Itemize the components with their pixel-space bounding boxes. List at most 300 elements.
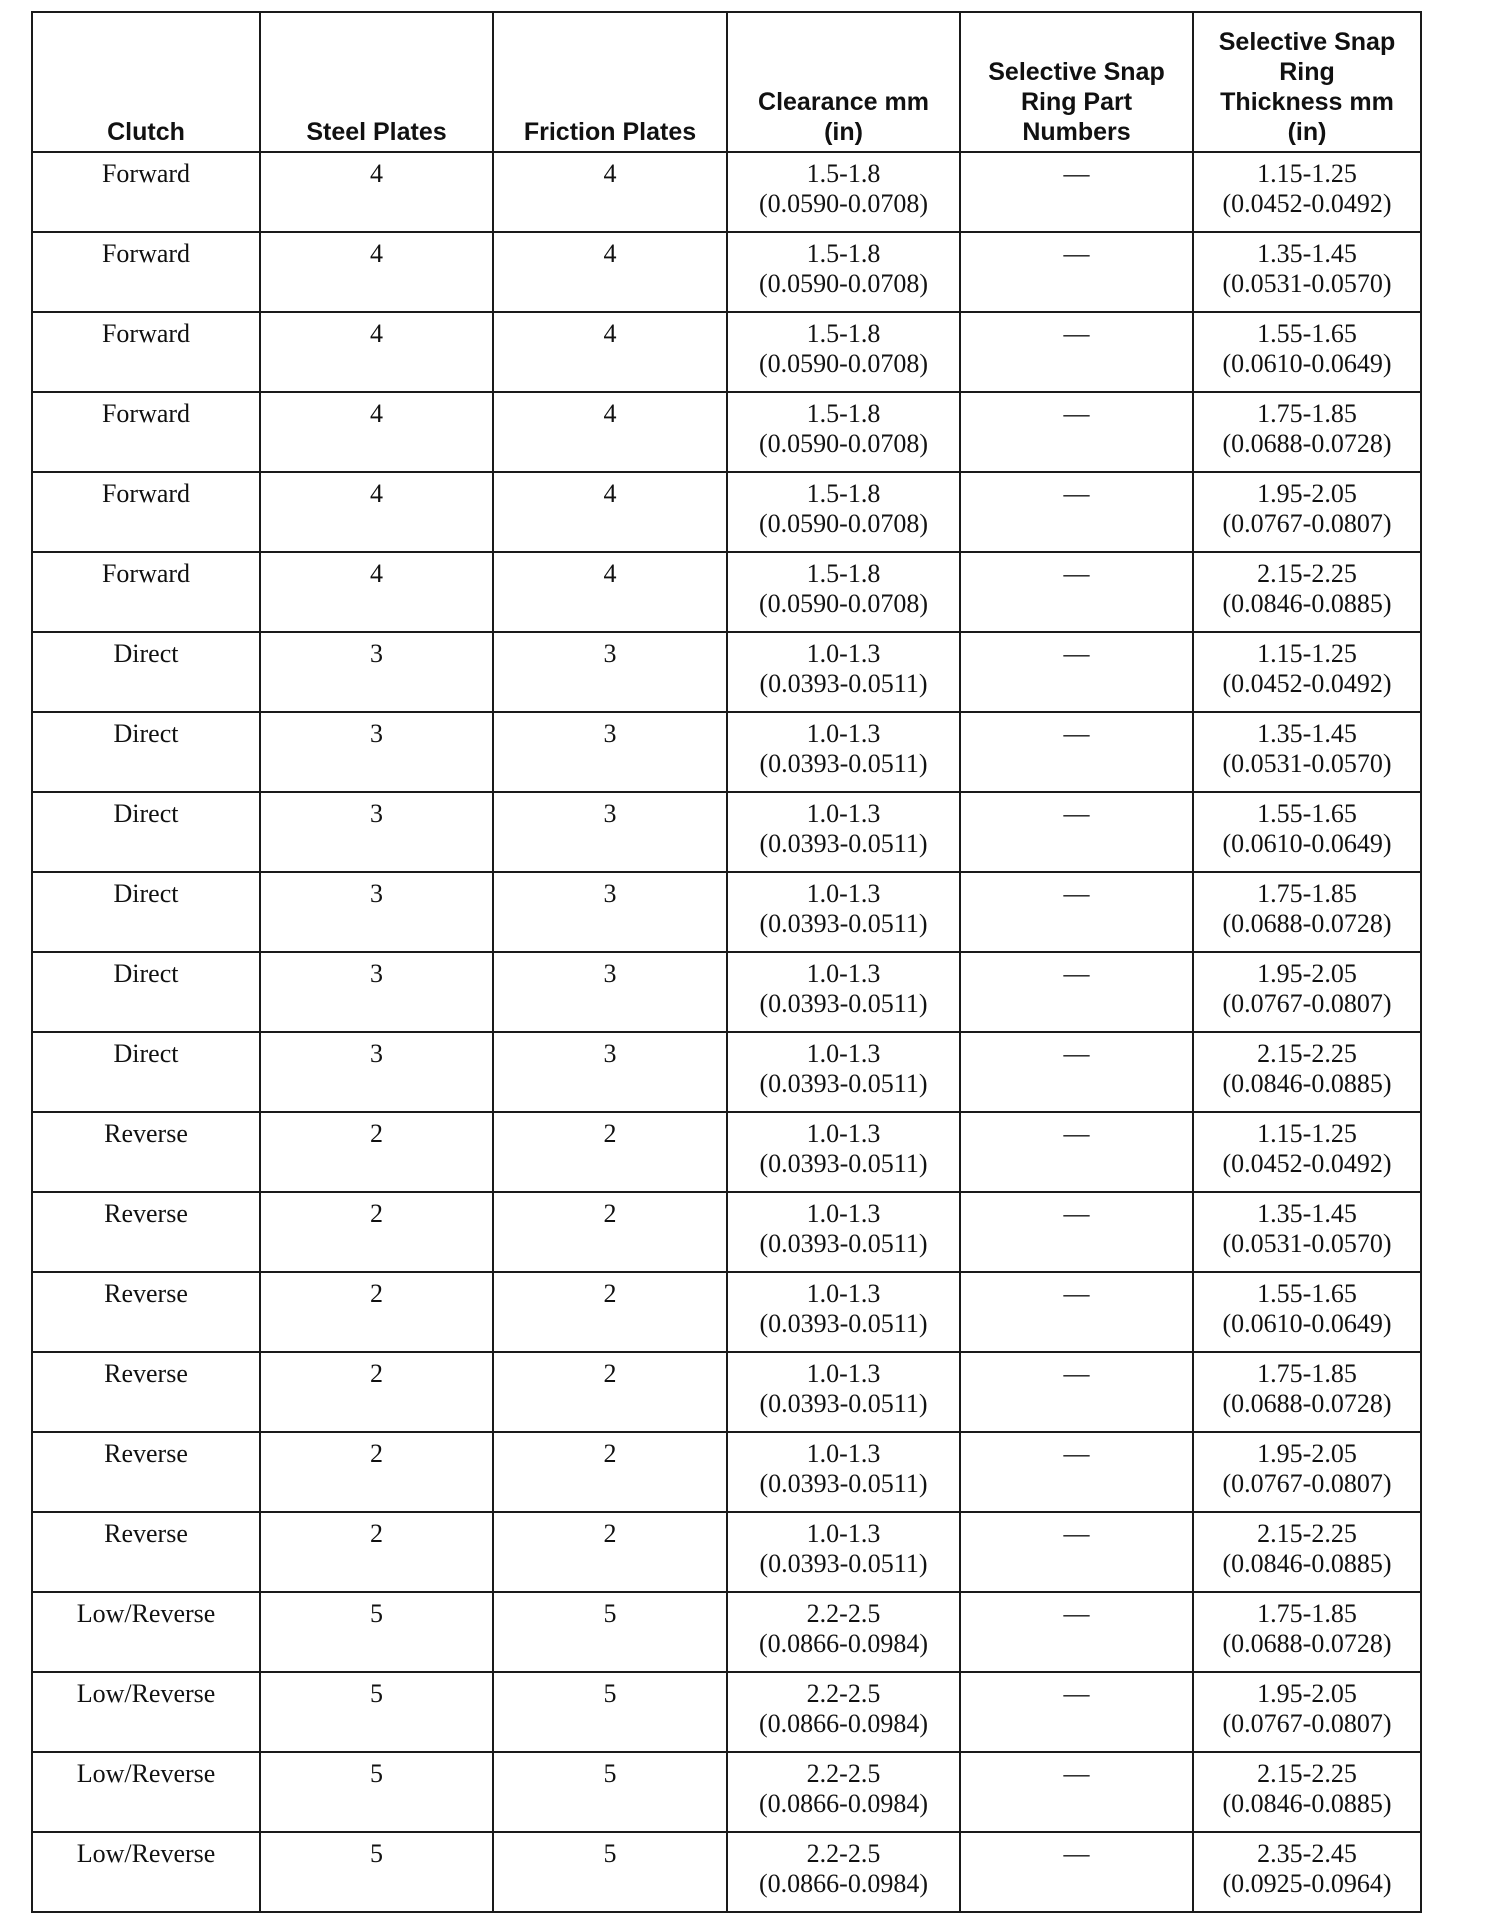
cell-part-number xyxy=(960,1592,1193,1672)
cell-clutch-clutch: Direct xyxy=(113,799,179,828)
cell-thickness-thickness-in: (0.0610-0.0649) xyxy=(1222,829,1392,858)
cell-thickness-thickness-in: (0.0531-0.0570) xyxy=(1222,749,1392,778)
cell-clearance xyxy=(727,1432,960,1512)
cell-clutch xyxy=(32,952,260,1032)
cell-clearance xyxy=(727,1512,960,1592)
table-row xyxy=(32,1752,1421,1832)
cell-steel-plates-steel: 2 xyxy=(370,1439,383,1468)
cell-part-number xyxy=(960,1352,1193,1432)
cell-thickness-thickness-mm: 1.75-1.85 xyxy=(1257,1359,1357,1388)
cell-clearance-clearance-in: (0.0866-0.0984) xyxy=(759,1869,928,1898)
cell-part-number-part: — xyxy=(1063,239,1090,268)
table-row xyxy=(32,872,1421,952)
cell-clearance-clearance-mm: 2.2-2.5 xyxy=(806,1679,881,1708)
cell-clutch xyxy=(32,872,260,952)
cell-steel-plates-steel: 4 xyxy=(370,559,383,588)
cell-clearance-clearance-in: (0.0590-0.0708) xyxy=(759,589,928,618)
cell-clearance xyxy=(727,312,960,392)
cell-friction-plates-friction: 5 xyxy=(603,1759,617,1788)
cell-friction-plates xyxy=(493,1752,727,1832)
cell-steel-plates xyxy=(260,232,493,312)
cell-clearance-clearance-mm: 1.5-1.8 xyxy=(806,479,881,508)
cell-part-number xyxy=(960,392,1193,472)
cell-part-number-part: — xyxy=(1063,1439,1090,1468)
cell-clutch-clutch: Reverse xyxy=(104,1119,188,1148)
cell-clutch xyxy=(32,1592,260,1672)
cell-thickness-thickness-in: (0.0846-0.0885) xyxy=(1222,1549,1392,1578)
cell-steel-plates-steel: 4 xyxy=(370,159,383,188)
cell-part-number xyxy=(960,632,1193,712)
cell-clutch-clutch: Direct xyxy=(113,879,179,908)
cell-clearance-clearance-in: (0.0866-0.0984) xyxy=(759,1709,928,1738)
cell-clutch xyxy=(32,1192,260,1272)
cell-part-number-part: — xyxy=(1063,399,1090,428)
cell-friction-plates xyxy=(493,792,727,872)
cell-steel-plates-steel: 3 xyxy=(370,799,383,828)
cell-clutch-clutch: Low/Reverse xyxy=(76,1679,216,1708)
header-thickness-line: Thickness mm xyxy=(1220,88,1394,116)
cell-clearance xyxy=(727,1272,960,1352)
cell-thickness xyxy=(1193,552,1421,632)
cell-clearance xyxy=(727,1352,960,1432)
cell-thickness xyxy=(1193,392,1421,472)
cell-steel-plates xyxy=(260,872,493,952)
cell-part-number-part: — xyxy=(1063,879,1090,908)
cell-thickness xyxy=(1193,1752,1421,1832)
cell-part-number xyxy=(960,1432,1193,1512)
cell-part-number xyxy=(960,792,1193,872)
cell-thickness-thickness-mm: 1.75-1.85 xyxy=(1257,1599,1357,1628)
header-thickness-line: (in) xyxy=(1287,118,1327,146)
cell-thickness-thickness-in: (0.0688-0.0728) xyxy=(1222,909,1392,938)
cell-clearance-clearance-mm: 1.0-1.3 xyxy=(806,1279,881,1308)
cell-thickness-thickness-mm: 2.35-2.45 xyxy=(1257,1839,1357,1868)
cell-part-number xyxy=(960,232,1193,312)
cell-steel-plates-steel: 5 xyxy=(370,1839,383,1868)
cell-friction-plates xyxy=(493,632,727,712)
cell-clearance-clearance-in: (0.0866-0.0984) xyxy=(759,1789,928,1818)
cell-friction-plates xyxy=(493,552,727,632)
cell-clutch xyxy=(32,552,260,632)
cell-clearance-clearance-in: (0.0393-0.0511) xyxy=(759,1389,928,1418)
cell-friction-plates-friction: 2 xyxy=(603,1519,617,1548)
cell-thickness-thickness-mm: 1.35-1.45 xyxy=(1257,239,1357,268)
cell-friction-plates xyxy=(493,152,727,232)
cell-clutch xyxy=(32,792,260,872)
table-row xyxy=(32,792,1421,872)
cell-thickness xyxy=(1193,1592,1421,1672)
cell-part-number xyxy=(960,1752,1193,1832)
cell-friction-plates-friction: 3 xyxy=(603,959,617,988)
cell-clearance-clearance-mm: 1.0-1.3 xyxy=(806,959,881,988)
cell-clutch-clutch: Direct xyxy=(113,639,179,668)
table-row xyxy=(32,952,1421,1032)
table-row xyxy=(32,392,1421,472)
cell-steel-plates xyxy=(260,1032,493,1112)
cell-clearance-clearance-in: (0.0590-0.0708) xyxy=(759,269,928,298)
cell-thickness xyxy=(1193,952,1421,1032)
cell-clearance-clearance-in: (0.0590-0.0708) xyxy=(759,349,928,378)
table-row xyxy=(32,1352,1421,1432)
table-row xyxy=(32,712,1421,792)
cell-steel-plates xyxy=(260,712,493,792)
cell-clearance-clearance-mm: 1.5-1.8 xyxy=(806,159,881,188)
cell-clearance xyxy=(727,1832,960,1912)
cell-thickness xyxy=(1193,1192,1421,1272)
cell-steel-plates xyxy=(260,312,493,392)
cell-thickness-thickness-in: (0.0688-0.0728) xyxy=(1222,1389,1392,1418)
cell-thickness xyxy=(1193,232,1421,312)
cell-part-number-part: — xyxy=(1063,1279,1090,1308)
cell-part-number-part: — xyxy=(1063,1759,1090,1788)
cell-steel-plates xyxy=(260,952,493,1032)
cell-thickness-thickness-mm: 1.95-2.05 xyxy=(1257,479,1357,508)
cell-friction-plates-friction: 3 xyxy=(603,719,617,748)
cell-part-number-part: — xyxy=(1063,1679,1090,1708)
cell-part-number xyxy=(960,872,1193,952)
cell-clutch-clutch: Reverse xyxy=(104,1279,188,1308)
cell-clearance xyxy=(727,1672,960,1752)
cell-steel-plates-steel: 2 xyxy=(370,1279,383,1308)
cell-clearance-clearance-mm: 1.5-1.8 xyxy=(806,239,881,268)
table-row xyxy=(32,1512,1421,1592)
cell-steel-plates xyxy=(260,472,493,552)
cell-thickness-thickness-mm: 1.95-2.05 xyxy=(1257,959,1357,988)
cell-friction-plates xyxy=(493,472,727,552)
cell-clearance-clearance-in: (0.0393-0.0511) xyxy=(759,1149,928,1178)
cell-steel-plates xyxy=(260,1592,493,1672)
header-thickness-line: Selective Snap xyxy=(1218,28,1396,56)
cell-part-number-part: — xyxy=(1063,1599,1090,1628)
cell-clearance-clearance-mm: 2.2-2.5 xyxy=(806,1759,881,1788)
cell-steel-plates-steel: 3 xyxy=(370,879,383,908)
cell-clutch-clutch: Reverse xyxy=(104,1199,188,1228)
cell-thickness-thickness-in: (0.0925-0.0964) xyxy=(1222,1869,1392,1898)
cell-clearance-clearance-in: (0.0393-0.0511) xyxy=(759,989,928,1018)
cell-clearance-clearance-mm: 1.0-1.3 xyxy=(806,1039,881,1068)
cell-thickness xyxy=(1193,1512,1421,1592)
cell-part-number-part: — xyxy=(1063,1519,1090,1548)
cell-clutch xyxy=(32,1352,260,1432)
header-clutch-label: Clutch xyxy=(107,118,185,146)
cell-thickness-thickness-in: (0.0452-0.0492) xyxy=(1222,1149,1392,1178)
cell-part-number-part: — xyxy=(1063,319,1090,348)
cell-steel-plates xyxy=(260,1272,493,1352)
cell-clutch-clutch: Forward xyxy=(101,399,191,428)
cell-steel-plates xyxy=(260,1512,493,1592)
cell-clutch xyxy=(32,1752,260,1832)
table-row xyxy=(32,1432,1421,1512)
cell-thickness-thickness-mm: 1.35-1.45 xyxy=(1257,1199,1357,1228)
cell-thickness xyxy=(1193,1032,1421,1112)
cell-thickness-thickness-mm: 2.15-2.25 xyxy=(1257,559,1357,588)
cell-thickness-thickness-in: (0.0767-0.0807) xyxy=(1222,1469,1392,1498)
cell-clearance xyxy=(727,1592,960,1672)
cell-clearance xyxy=(727,1752,960,1832)
cell-steel-plates xyxy=(260,1672,493,1752)
table-header-row xyxy=(32,12,1421,152)
cell-clearance-clearance-in: (0.0393-0.0511) xyxy=(759,749,928,778)
cell-clearance-clearance-mm: 1.0-1.3 xyxy=(806,1519,881,1548)
cell-thickness-thickness-mm: 2.15-2.25 xyxy=(1257,1519,1357,1548)
clutch-spec-table xyxy=(31,11,1422,1913)
cell-thickness-thickness-in: (0.0767-0.0807) xyxy=(1222,509,1392,538)
cell-clutch-clutch: Forward xyxy=(101,239,191,268)
cell-friction-plates xyxy=(493,1832,727,1912)
cell-steel-plates-steel: 2 xyxy=(370,1519,383,1548)
cell-friction-plates xyxy=(493,1432,727,1512)
cell-part-number-part: — xyxy=(1063,799,1090,828)
table-row xyxy=(32,1672,1421,1752)
cell-clearance-clearance-mm: 1.5-1.8 xyxy=(806,399,881,428)
cell-part-number-part: — xyxy=(1063,1119,1090,1148)
cell-friction-plates-friction: 3 xyxy=(603,1039,617,1068)
cell-thickness-thickness-in: (0.0610-0.0649) xyxy=(1222,1309,1392,1338)
cell-clearance-clearance-mm: 2.2-2.5 xyxy=(806,1839,881,1868)
cell-steel-plates-steel: 2 xyxy=(370,1359,383,1388)
cell-thickness-thickness-in: (0.0846-0.0885) xyxy=(1222,589,1392,618)
cell-clearance-clearance-in: (0.0393-0.0511) xyxy=(759,1229,928,1258)
cell-clearance-clearance-in: (0.0393-0.0511) xyxy=(759,1469,928,1498)
header-part-numbers xyxy=(960,12,1193,152)
cell-clutch xyxy=(32,1032,260,1112)
header-steel-plates-label: Steel Plates xyxy=(306,118,447,146)
header-thickness xyxy=(1193,12,1421,152)
cell-thickness-thickness-mm: 1.95-2.05 xyxy=(1257,1679,1357,1708)
cell-part-number xyxy=(960,1032,1193,1112)
header-part-numbers-line: Numbers xyxy=(1022,118,1131,146)
cell-steel-plates xyxy=(260,1432,493,1512)
cell-clearance-clearance-mm: 1.0-1.3 xyxy=(806,1199,881,1228)
cell-part-number xyxy=(960,1272,1193,1352)
cell-clutch-clutch: Direct xyxy=(113,959,179,988)
table-row xyxy=(32,1272,1421,1352)
cell-clearance-clearance-mm: 1.0-1.3 xyxy=(806,879,881,908)
cell-steel-plates-steel: 5 xyxy=(370,1679,383,1708)
cell-steel-plates-steel: 4 xyxy=(370,479,383,508)
header-clearance-line: (in) xyxy=(824,118,863,146)
cell-friction-plates-friction: 3 xyxy=(603,799,617,828)
cell-friction-plates-friction: 3 xyxy=(603,879,617,908)
cell-clutch xyxy=(32,1512,260,1592)
cell-friction-plates xyxy=(493,1032,727,1112)
cell-part-number xyxy=(960,1192,1193,1272)
cell-clearance-clearance-mm: 1.0-1.3 xyxy=(806,1439,881,1468)
cell-steel-plates xyxy=(260,392,493,472)
cell-part-number xyxy=(960,472,1193,552)
cell-clearance xyxy=(727,1112,960,1192)
cell-thickness-thickness-mm: 2.15-2.25 xyxy=(1257,1039,1357,1068)
cell-steel-plates xyxy=(260,1752,493,1832)
header-part-numbers-line: Ring Part xyxy=(1020,88,1133,116)
cell-clearance-clearance-in: (0.0393-0.0511) xyxy=(759,1549,928,1578)
cell-thickness-thickness-mm: 1.75-1.85 xyxy=(1257,879,1357,908)
cell-clutch-clutch: Forward xyxy=(101,559,191,588)
cell-thickness xyxy=(1193,1672,1421,1752)
cell-thickness-thickness-mm: 1.15-1.25 xyxy=(1257,639,1357,668)
cell-clearance xyxy=(727,1192,960,1272)
cell-thickness-thickness-in: (0.0767-0.0807) xyxy=(1222,1709,1392,1738)
cell-thickness xyxy=(1193,152,1421,232)
cell-clearance-clearance-mm: 1.0-1.3 xyxy=(806,799,881,828)
cell-friction-plates-friction: 4 xyxy=(603,239,617,268)
cell-clearance xyxy=(727,472,960,552)
cell-clearance xyxy=(727,792,960,872)
cell-clutch xyxy=(32,312,260,392)
cell-friction-plates-friction: 3 xyxy=(603,639,617,668)
cell-clutch xyxy=(32,232,260,312)
table-row xyxy=(32,1832,1421,1912)
cell-friction-plates xyxy=(493,232,727,312)
cell-clutch xyxy=(32,1112,260,1192)
cell-clearance xyxy=(727,1032,960,1112)
header-part-numbers-line: Selective Snap xyxy=(988,58,1165,86)
cell-friction-plates xyxy=(493,392,727,472)
cell-part-number xyxy=(960,152,1193,232)
cell-friction-plates-friction: 4 xyxy=(603,159,617,188)
table-row xyxy=(32,1192,1421,1272)
cell-thickness xyxy=(1193,632,1421,712)
cell-clearance-clearance-mm: 1.5-1.8 xyxy=(806,319,881,348)
cell-thickness xyxy=(1193,712,1421,792)
cell-friction-plates-friction: 2 xyxy=(603,1359,617,1388)
cell-steel-plates-steel: 2 xyxy=(370,1199,383,1228)
cell-clutch xyxy=(32,1432,260,1512)
cell-friction-plates xyxy=(493,1672,727,1752)
cell-thickness xyxy=(1193,312,1421,392)
cell-thickness xyxy=(1193,1352,1421,1432)
header-friction-plates-label: Friction Plates xyxy=(523,118,697,146)
cell-clearance-clearance-in: (0.0393-0.0511) xyxy=(759,829,928,858)
cell-thickness-thickness-mm: 1.55-1.65 xyxy=(1257,319,1357,348)
cell-steel-plates-steel: 3 xyxy=(370,639,383,668)
table-row xyxy=(32,152,1421,232)
cell-thickness-thickness-in: (0.0531-0.0570) xyxy=(1222,269,1392,298)
cell-steel-plates-steel: 2 xyxy=(370,1119,383,1148)
cell-part-number-part: — xyxy=(1063,719,1090,748)
header-friction-plates xyxy=(493,12,727,152)
cell-clutch-clutch: Direct xyxy=(113,719,179,748)
cell-clearance-clearance-mm: 1.0-1.3 xyxy=(806,1119,881,1148)
table-row xyxy=(32,552,1421,632)
cell-friction-plates-friction: 2 xyxy=(603,1439,617,1468)
cell-clutch xyxy=(32,472,260,552)
cell-clearance xyxy=(727,632,960,712)
cell-clearance xyxy=(727,952,960,1032)
cell-friction-plates xyxy=(493,872,727,952)
cell-thickness-thickness-in: (0.0688-0.0728) xyxy=(1222,1629,1392,1658)
cell-part-number-part: — xyxy=(1063,1199,1090,1228)
cell-steel-plates xyxy=(260,552,493,632)
cell-thickness xyxy=(1193,1832,1421,1912)
cell-thickness xyxy=(1193,872,1421,952)
cell-clutch xyxy=(32,1672,260,1752)
cell-part-number-part: — xyxy=(1063,639,1090,668)
cell-thickness xyxy=(1193,472,1421,552)
cell-steel-plates xyxy=(260,792,493,872)
cell-clutch-clutch: Low/Reverse xyxy=(76,1839,216,1868)
cell-part-number xyxy=(960,1832,1193,1912)
cell-part-number xyxy=(960,552,1193,632)
cell-clutch xyxy=(32,1832,260,1912)
cell-thickness xyxy=(1193,1432,1421,1512)
cell-clutch-clutch: Reverse xyxy=(104,1519,188,1548)
cell-friction-plates xyxy=(493,952,727,1032)
cell-steel-plates xyxy=(260,1352,493,1432)
cell-clutch-clutch: Direct xyxy=(113,1039,179,1068)
cell-clearance-clearance-mm: 1.5-1.8 xyxy=(806,559,881,588)
table-body xyxy=(32,152,1421,1912)
cell-friction-plates-friction: 4 xyxy=(603,559,617,588)
cell-steel-plates-steel: 5 xyxy=(370,1759,383,1788)
cell-clutch xyxy=(32,152,260,232)
cell-part-number xyxy=(960,952,1193,1032)
cell-clutch-clutch: Forward xyxy=(101,319,191,348)
cell-clutch-clutch: Reverse xyxy=(104,1439,188,1468)
cell-friction-plates xyxy=(493,312,727,392)
cell-clearance-clearance-mm: 2.2-2.5 xyxy=(806,1599,881,1628)
cell-clutch-clutch: Low/Reverse xyxy=(76,1759,216,1788)
cell-clearance-clearance-in: (0.0590-0.0708) xyxy=(759,509,928,538)
cell-clutch-clutch: Forward xyxy=(101,479,191,508)
cell-thickness-thickness-mm: 1.75-1.85 xyxy=(1257,399,1357,428)
cell-friction-plates-friction: 5 xyxy=(603,1839,617,1868)
cell-clutch xyxy=(32,632,260,712)
cell-clearance-clearance-in: (0.0393-0.0511) xyxy=(759,1309,928,1338)
table-row xyxy=(32,1592,1421,1672)
table-row xyxy=(32,1032,1421,1112)
cell-part-number-part: — xyxy=(1063,1839,1090,1868)
cell-clearance-clearance-in: (0.0866-0.0984) xyxy=(759,1629,928,1658)
table-row xyxy=(32,312,1421,392)
header-clearance xyxy=(727,12,960,152)
cell-thickness-thickness-mm: 1.55-1.65 xyxy=(1257,1279,1357,1308)
cell-steel-plates-steel: 4 xyxy=(370,399,383,428)
cell-friction-plates-friction: 5 xyxy=(603,1679,617,1708)
cell-part-number xyxy=(960,1672,1193,1752)
cell-part-number xyxy=(960,312,1193,392)
cell-steel-plates-steel: 3 xyxy=(370,719,383,748)
cell-thickness xyxy=(1193,1112,1421,1192)
cell-part-number-part: — xyxy=(1063,159,1090,188)
cell-steel-plates-steel: 4 xyxy=(370,239,383,268)
table-row xyxy=(32,232,1421,312)
cell-clearance xyxy=(727,872,960,952)
cell-part-number xyxy=(960,1512,1193,1592)
cell-part-number-part: — xyxy=(1063,1359,1090,1388)
cell-clutch-clutch: Low/Reverse xyxy=(76,1599,216,1628)
cell-clearance xyxy=(727,552,960,632)
cell-part-number xyxy=(960,712,1193,792)
cell-steel-plates xyxy=(260,152,493,232)
cell-clearance xyxy=(727,392,960,472)
cell-thickness-thickness-in: (0.0610-0.0649) xyxy=(1222,349,1392,378)
cell-thickness-thickness-mm: 1.35-1.45 xyxy=(1257,719,1357,748)
cell-thickness xyxy=(1193,1272,1421,1352)
cell-part-number xyxy=(960,1112,1193,1192)
cell-thickness-thickness-in: (0.0846-0.0885) xyxy=(1222,1069,1392,1098)
cell-clutch-clutch: Forward xyxy=(101,159,191,188)
cell-thickness-thickness-in: (0.0688-0.0728) xyxy=(1222,429,1392,458)
cell-part-number-part: — xyxy=(1063,559,1090,588)
cell-thickness xyxy=(1193,792,1421,872)
cell-thickness-thickness-in: (0.0531-0.0570) xyxy=(1222,1229,1392,1258)
header-thickness-line: Ring xyxy=(1279,58,1335,86)
cell-friction-plates-friction: 5 xyxy=(603,1599,617,1628)
cell-clutch xyxy=(32,1272,260,1352)
cell-clearance-clearance-mm: 1.0-1.3 xyxy=(806,1359,881,1388)
cell-clearance-clearance-in: (0.0393-0.0511) xyxy=(759,1069,928,1098)
